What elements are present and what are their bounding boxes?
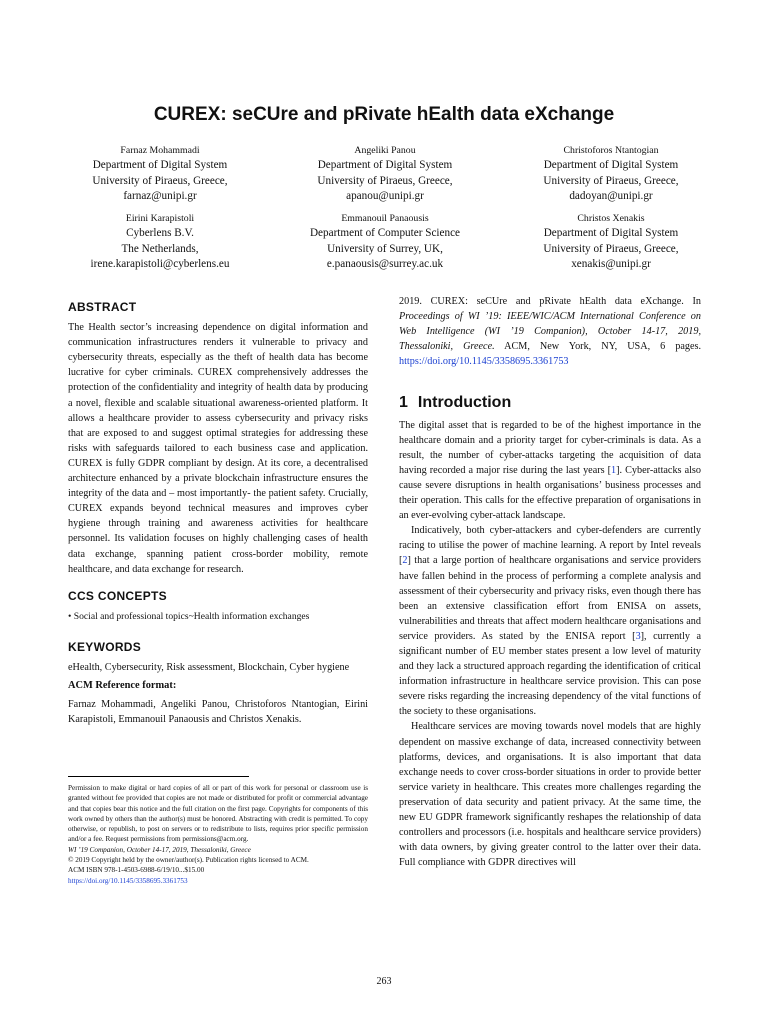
author-block <box>45 143 275 204</box>
author-block <box>270 143 500 204</box>
acm-ref-proceedings: Proceedings of WI ’19: IEEE/WIC/ACM International Conference on Web Intelligence (WI ’19 Companion), October 14-17, 2019, Thessaloniki, Greece. <box>399 311 701 353</box>
footnote <box>68 783 368 886</box>
author-block <box>496 143 726 204</box>
isbn-line: ACM ISBN 978-1-4503-6988-6/19/10...$15.00 <box>68 866 205 875</box>
intro-paragraph-1 <box>399 418 701 524</box>
author-email: e.panaousis@surrey.ac.uk <box>326 257 444 270</box>
footnote-doi-link[interactable]: https://doi.org/10.1145/3358695.3361753 <box>68 876 188 885</box>
page-number: 263 <box>376 976 392 987</box>
author-affiliation: Department of Digital System <box>543 227 679 240</box>
keywords-heading: KEYWORDS <box>68 639 142 654</box>
author-name: Eirini Karapistoli <box>125 213 195 224</box>
author-block <box>45 211 275 272</box>
abstract-heading: ABSTRACT <box>68 300 137 314</box>
text-run: The digital asset that is regarded to be of the highest importance in the healthcare domain and a priority target for cyber-criminals is data. As a result, the number of cyber-attacks targeting the acquisition of data having recorded a major rise during the last years [ <box>399 419 701 476</box>
citation-link[interactable]: 1 <box>611 464 617 476</box>
copyright-line: © 2019 Copyright held by the owner/author(s). Publication rights licensed to ACM. <box>68 856 309 865</box>
venue-line <box>68 845 368 855</box>
section-number: 1 <box>399 394 408 412</box>
text-run: ] that a large portion of healthcare organisations and service providers have fallen behind in the process of performing a complete analysis and assessment of their cybersecurity and privacy risks, even though there has been an extensive classification effort from ENISA on assets, vulnerabilities and threats that affect modern healthcare organisations and service providers. As stated by the ENISA report [ <box>399 555 701 642</box>
author-affiliation: Department of Digital System <box>543 159 679 172</box>
author-email: farnaz@unipi.gr <box>123 189 197 202</box>
permission-notice: Permission to make digital or hard copies of all or part of this work for personal or classroom use is granted without fee provided that copies are not made or distributed for profit or commercial advantage and that copies bear this notice and the full citation on the first page. Copyrights for components of this work owned by others than the author(s) must be honored. Abstracting with credit is permitted. To copy otherwise, or republish, to post on servers or to redistribute to lists, requires prior specific permission and/or a fee. Request permissions from permissions@acm.org. <box>68 784 368 844</box>
acm-ref-plain: 2019. CUREX: seCUre and pRivate hEalth data eXchange. In <box>399 296 701 307</box>
acm-ref-tail: ACM, New York, NY, USA, 6 pages. <box>494 341 701 353</box>
author-name: Christoforos Ntantogian <box>563 145 659 156</box>
author-affiliation: The Netherlands, <box>121 242 199 255</box>
author-affiliation: Department of Computer Science <box>309 227 461 240</box>
acm-ref-doi-link[interactable]: https://doi.org/10.1145/3358695.3361753 <box>399 356 569 368</box>
author-affiliation: University of Piraeus, Greece, <box>92 174 228 187</box>
author-affiliation: University of Piraeus, Greece, <box>543 242 679 255</box>
author-affiliation: Department of Digital System <box>92 159 228 172</box>
acm-ref-authors: Farnaz Mohammadi, Angeliki Panou, Christoforos Ntantogian, Eirini Karapistoli, Emmanouil Panaousis and Christos Xenakis. <box>68 699 368 726</box>
text-run: ], currently a significant number of EU member states present a low level of maturity and they lack a structured approach regarding the identification of critical information infrastructure in healthcare service provision. This can pose severe risks regarding the increasing dependency of the vital functions of the society to these organisations. <box>399 630 701 718</box>
right-column <box>399 294 701 870</box>
author-name: Christos Xenakis <box>577 213 645 224</box>
paper-title: CUREX: seCUre and pRivate hEalth data eXchange <box>153 104 615 125</box>
citation-link[interactable]: 3 <box>635 630 641 642</box>
author-name: Farnaz Mohammadi <box>120 145 200 156</box>
venue-text: WI ’19 Companion, October 14-17, 2019, Thessaloniki, Greece <box>68 845 251 854</box>
text-run: Indicatively, both cyber-attackers and cyber-defenders are currently racing to utilise the power of machine learning. A report by Intel reveals [ <box>399 525 701 567</box>
abstract-text: The Health sector’s increasing dependence on digital information and communication infrastructures renders it vulnerable to privacy and cybersecurity threats, especially as the theft of health data has become lucrative for cyber criminals. CUREX comprehensively addresses the protection of the confidentiality and integrity of health data by producing a novel, flexible and scalable situational awareness-oriented platform. It allows a healthcare provider to assess cybersecurity and privacy risks that are exposed to and suggest optimal strategies for addressing these risks with safeguards tailored to each business case and application. CUREX is fully GDPR compliant by design. At its core, a decentralised architecture enhanced by a private blockchain infrastructure ensures the integrity of the data and – most importantly- the patient safety. Crucially, CUREX expands beyond technical measures and improves cyber hygiene through training and awareness activities for healthcare personnel. Its validation focuses on highly challenging cases of health data exchange, spanning patient cross-border mobility, remote healthcare, and data exchange for research. <box>68 322 368 575</box>
author-affiliation: University of Surrey, UK, <box>327 242 443 255</box>
acm-ref-continuation <box>399 294 701 369</box>
author-affiliation: Department of Digital System <box>317 159 453 172</box>
section-title: Introduction <box>417 394 512 412</box>
author-block <box>496 211 726 272</box>
ccs-heading: CCS CONCEPTS <box>68 588 167 603</box>
author-affiliation: University of Piraeus, Greece, <box>317 174 453 187</box>
intro-paragraph-3: Healthcare services are moving towards novel models that are highly dependent on massive exchange of data, increased connectivity between platforms, devices, and organisations. It is also important that data exchange needs to cover cross-border situations in order to provide better service variety in healthcare. This creates more challenges regarding the preservation of data security and patient privacy. At the same time, the new EU GDPR framework significantly reshapes the relationship of data controllers and processors (i.e. hospitals and healthcare service providers) with data owners, by giving greater control to the latter over their data. Full compliance with GDPR directives will <box>399 721 701 869</box>
author-email: irene.karapistoli@cyberlens.eu <box>90 257 230 270</box>
citation-link[interactable]: 2 <box>402 555 408 567</box>
keywords-text: eHealth, Cybersecurity, Risk assessment, Blockchain, Cyber hygiene <box>68 661 350 673</box>
author-affiliation: Cyberlens B.V. <box>126 227 194 240</box>
left-column <box>68 300 368 727</box>
intro-paragraph-2 <box>399 523 701 719</box>
author-name: Angeliki Panou <box>354 145 416 156</box>
acm-ref-heading: ACM Reference format: <box>68 680 177 692</box>
author-block <box>270 211 500 272</box>
author-email: dadoyan@unipi.gr <box>569 189 653 202</box>
footnote-rule <box>68 776 249 777</box>
section-heading <box>399 395 701 410</box>
text-run: ]. Cyber-attacks also cause severe disruptions in health organisations’ business processes and their operation. This calls for the effective preparation of organisations in an ever-evolving cyber-attack landscape. <box>399 464 701 522</box>
ccs-text: • Social and professional topics~Health information exchanges <box>68 610 310 622</box>
author-affiliation: University of Piraeus, Greece, <box>543 174 679 187</box>
author-email: apanou@unipi.gr <box>346 189 424 202</box>
author-name: Emmanouil Panaousis <box>341 213 429 224</box>
author-email: xenakis@unipi.gr <box>571 257 651 270</box>
